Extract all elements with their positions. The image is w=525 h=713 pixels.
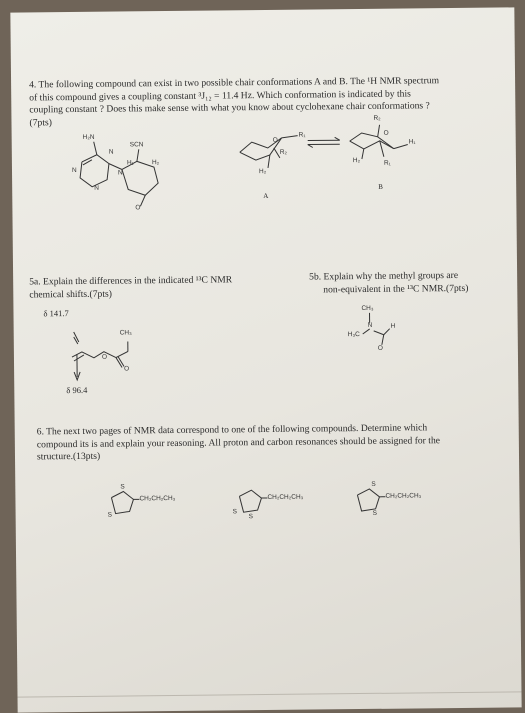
q6-line-1: 6. The next two pages of NMR data correspond to one of the following compounds. Determine which [37,421,517,439]
worksheet-page [10,7,521,712]
compound-1-s-bottom: S [108,512,112,519]
compound-1-s-top: S [120,483,124,490]
q5a-shift-bottom: δ 96.4 [66,384,87,397]
chair-a-label: A [263,190,268,203]
h2n-label: H₂N [83,134,95,141]
q6-line-2: compound its is and explain your reasoning. All proton and carbon resonances should be assigned for the [37,434,517,452]
compound-2-substituent: CH₂CH₂CH₃ [267,494,303,501]
q6-compound-3 [10,7,514,12]
compound-3-s-bottom: S [373,510,377,517]
h2-label: H₂ [152,159,159,166]
n-label-bottom: N [94,185,99,192]
n-label-top: N [109,149,114,156]
chair-a-h2: H₂ [259,168,266,175]
h1-label: H₁ [127,159,134,166]
chair-b-label: B [378,181,383,194]
chair-b-o: O [384,130,389,137]
chair-b-r2: R₂ [373,115,380,122]
chair-b-h1: H₁ [409,138,416,145]
compound-3-substituent: CH₂CH₂CH₃ [385,492,421,499]
compound-2-s-bottom: S [249,513,253,520]
q5b-line-2: non-equivalent in the ¹³C NMR.(7pts) [309,282,509,297]
q5b-h: H [391,323,396,330]
q5a-shift-top: δ 141.7 [43,307,68,320]
chair-a-r2: R₂ [280,149,287,156]
q5b-ch3: CH₃ [361,305,373,312]
q6-line-3: structure.(13pts) [37,446,517,464]
q5b-o: O [378,345,383,352]
q4-line-1: 4. The following compound can exist in two possible chair conformations A and B. The ¹H NMR spectrum [29,74,509,92]
n-label-ring: N [118,169,123,176]
q5a-line-1: 5a. Explain the differences in the indicated ¹³C NMR [29,274,279,289]
chair-a-r1: R₁ [299,132,306,139]
q4-line-3: coupling constant ? Does this make sense with what you know about cyclohexane chair conformations ? [29,99,509,117]
o-ring-label: O [135,204,140,211]
chair-a-o: O [273,137,278,144]
q5a-ch3: CH₃ [120,329,132,336]
chair-b-h2: H₂ [353,157,360,164]
q5a-o1: O [102,354,107,361]
q5b-n: N [368,322,373,329]
q5b-h3c: H₃C [348,331,360,338]
q5a-o2: O [124,365,129,372]
compound-3-s-top: S [371,481,375,488]
q4-points: (7pts) [29,112,509,130]
q4-line-2: of this compound gives a coupling constant ³J₁₂ = 11.4 Hz. Which conformation is indicated by this [29,87,509,105]
compound-2-s-bottom-left: S [233,508,237,515]
compound-3-ring [10,7,521,712]
chair-b-r1: R₁ [384,160,391,167]
compound-1-substituent: CH₂CH₂CH₃ [139,495,175,502]
n-label-left: N [72,167,77,174]
scn-label: SCN [130,141,144,148]
q5b-line-1: 5b. Explain why the methyl groups are [309,269,509,284]
q5a-line-2: chemical shifts.(7pts) [29,286,279,301]
